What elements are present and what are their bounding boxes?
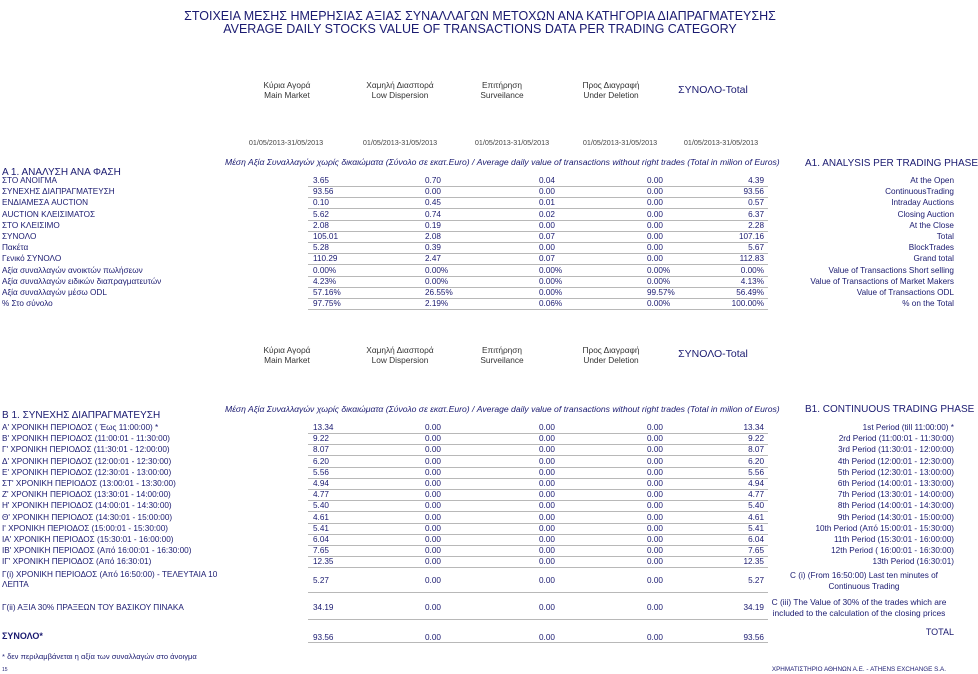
row-label-en: 10th Period (Από 15:00:01 - 15:30:00) bbox=[815, 523, 954, 533]
period-row bbox=[0, 433, 960, 444]
under-deletion-value: 0.00 bbox=[647, 535, 663, 544]
main-market-value: 6.04 bbox=[313, 535, 329, 544]
surveilance-value: 0.00% bbox=[539, 276, 563, 286]
period-row bbox=[0, 422, 960, 433]
main-market-value: 4.94 bbox=[313, 479, 329, 488]
period-row bbox=[0, 512, 960, 523]
main-market-value: 93.56 bbox=[313, 633, 334, 642]
total-value: 12.35 bbox=[743, 557, 764, 567]
main-market-value: 7.65 bbox=[313, 546, 329, 556]
period-row bbox=[0, 456, 960, 467]
under-deletion-value: 0.00 bbox=[647, 603, 663, 612]
phase-row bbox=[0, 265, 960, 276]
date-range: 01/05/2013-31/05/2013 bbox=[582, 138, 658, 147]
total-value: 93.56 bbox=[743, 187, 764, 197]
row-label: Αξία συναλλαγών ανοικτών πωλήσεων bbox=[2, 265, 143, 275]
under-deletion-value: 0.00 bbox=[647, 232, 663, 241]
surveilance-value: 0.00 bbox=[539, 467, 555, 477]
total-value: 4.39 bbox=[748, 176, 764, 185]
under-deletion-value: 0.00 bbox=[647, 243, 663, 253]
phase-row bbox=[0, 276, 960, 287]
phase-row bbox=[0, 186, 960, 197]
main-market-value: 13.34 bbox=[313, 423, 334, 432]
main-market-value: 4.77 bbox=[313, 490, 329, 500]
total-value: 5.40 bbox=[748, 501, 764, 511]
under-deletion-value: 99.57% bbox=[647, 288, 675, 297]
surveilance-value: 0.00 bbox=[539, 546, 555, 556]
period-row bbox=[0, 500, 960, 511]
row-label-en: At the Close bbox=[909, 220, 954, 230]
total-value: 9.22 bbox=[748, 434, 764, 444]
phase-row bbox=[0, 209, 960, 220]
main-market-value: 4.61 bbox=[313, 512, 329, 522]
row-label: Γ' ΧΡΟΝΙΚΗ ΠΕΡΙΟΔΟΣ (11:30:01 - 12:00:00) bbox=[2, 445, 170, 455]
footer-exchange: ΧΡΗΜΑΤΙΣΤΗΡΙΟ ΑΘΗΝΩΝ Α.Ε. - ATHENS EXCHANGE S.A. bbox=[771, 666, 946, 673]
low-dispersion-value: 0.00 bbox=[425, 535, 441, 544]
phase-row bbox=[0, 220, 960, 231]
under-deletion-value: 0.00 bbox=[647, 187, 663, 197]
row-label: Αξία συναλλαγών μέσω ODL bbox=[2, 288, 107, 297]
total-value: 13.34 bbox=[743, 423, 764, 432]
main-market-value: 105.01 bbox=[313, 232, 339, 241]
main-market-value: 5.27 bbox=[313, 576, 329, 585]
date-range: 01/05/2013-31/05/2013 bbox=[474, 138, 550, 147]
period-row bbox=[0, 467, 960, 478]
surveilance-value: 0.00 bbox=[539, 187, 555, 197]
total-value: 93.56 bbox=[743, 633, 764, 642]
col-header-total: ΣΥΝΟΛΟ-Total bbox=[678, 84, 748, 96]
total-value: 34.19 bbox=[743, 603, 764, 612]
total-value: 56.49% bbox=[736, 288, 764, 297]
low-dispersion-value: 0.00 bbox=[425, 445, 441, 455]
main-market-value: 57.16% bbox=[313, 288, 341, 297]
low-dispersion-value: 2.19% bbox=[425, 299, 449, 309]
total-value: 4.77 bbox=[748, 490, 764, 500]
low-dispersion-value: 0.00 bbox=[425, 456, 441, 466]
row-label-en: Value of Transactions of Market Makers bbox=[810, 276, 954, 286]
row-label-en: 4th Period (12:00:01 - 12:30:00) bbox=[837, 456, 954, 466]
under-deletion-value: 0.00 bbox=[647, 423, 663, 432]
total-value: 5.27 bbox=[748, 576, 764, 585]
col-header-surveilance: Επιτήρηση Surveilance bbox=[480, 80, 524, 100]
row-label-en: Intraday Auctions bbox=[891, 198, 954, 208]
row-divider bbox=[308, 309, 768, 310]
surveilance-value: 0.00 bbox=[539, 456, 555, 466]
main-market-value: 34.19 bbox=[313, 603, 334, 612]
total-value: 6.04 bbox=[748, 535, 764, 544]
surveilance-value: 0.00 bbox=[539, 576, 555, 585]
row-label-en: 13th Period (16:30:01) bbox=[872, 557, 954, 567]
row-label: Γενικό ΣΥΝΟΛΟ bbox=[2, 254, 62, 264]
phase-row bbox=[0, 287, 960, 298]
under-deletion-value: 0.00 bbox=[647, 198, 663, 208]
phase-row bbox=[0, 298, 960, 309]
row-label: ΣΥΝΕΧΗΣ ΔΙΑΠΡΑΓΜΑΤΕΥΣΗ bbox=[2, 187, 115, 197]
under-deletion-value: 0.00 bbox=[647, 633, 663, 642]
section-b-title: Β 1. ΣΥΝΕΧΗΣ ΔΙΑΠΡΑΓΜΑΤΕΥΣΗ bbox=[2, 410, 161, 421]
surveilance-value: 0.00 bbox=[539, 490, 555, 500]
col-header-under-deletion: Προς Διαγραφή Under Deletion bbox=[582, 345, 640, 365]
period-row bbox=[0, 523, 960, 534]
main-market-value: 2.08 bbox=[313, 220, 329, 230]
surveilance-value: 0.00 bbox=[539, 557, 555, 567]
total-value: 112.83 bbox=[739, 254, 764, 264]
main-market-value: 6.20 bbox=[313, 456, 329, 466]
under-deletion-value: 0.00% bbox=[647, 276, 671, 286]
section-a-title: Α 1. ΑΝΑΛΥΣΗ ΑΝΑ ΦΑΣΗ bbox=[2, 167, 121, 178]
low-dispersion-value: 0.00 bbox=[425, 467, 441, 477]
row-label: % Στο σύνολο bbox=[2, 299, 53, 309]
col-header-low-dispersion: Χαμηλή Διασπορά Low Dispersion bbox=[366, 345, 434, 365]
row-label-en: ContinuousTrading bbox=[885, 187, 954, 197]
surveilance-value: 0.06% bbox=[539, 299, 563, 309]
low-dispersion-value: 26.55% bbox=[425, 288, 453, 297]
date-range: 01/05/2013-31/05/2013 bbox=[683, 138, 759, 147]
under-deletion-value: 0.00 bbox=[647, 501, 663, 511]
row-label: Η' ΧΡΟΝΙΚΗ ΠΕΡΙΟΔΟΣ (14:00:01 - 14:30:00) bbox=[2, 501, 172, 511]
row-label-en: 5th Period (12:30:01 - 13:00:00) bbox=[837, 467, 954, 477]
under-deletion-value: 0.00 bbox=[647, 209, 663, 219]
under-deletion-value: 0.00 bbox=[647, 220, 663, 230]
low-dispersion-value: 2.47 bbox=[425, 254, 441, 264]
low-dispersion-value: 0.00 bbox=[425, 187, 441, 197]
main-market-value: 0.00% bbox=[313, 265, 337, 275]
low-dispersion-value: 0.00 bbox=[425, 423, 441, 432]
main-market-value: 0.10 bbox=[313, 198, 329, 208]
surveilance-value: 0.00 bbox=[539, 633, 555, 642]
main-market-value: 4.23% bbox=[313, 276, 337, 286]
main-market-value: 8.07 bbox=[313, 445, 329, 455]
row-label: AUCTION ΚΛΕΙΣΙΜΑΤΟΣ bbox=[2, 209, 96, 219]
row-divider bbox=[308, 567, 768, 568]
main-market-value: 9.22 bbox=[313, 434, 329, 444]
total-row bbox=[0, 627, 960, 642]
surveilance-value: 0.00% bbox=[539, 265, 563, 275]
main-market-value: 3.65 bbox=[313, 176, 329, 185]
row-label-en: 11th Period (15:30:01 - 16:00:00) bbox=[833, 535, 954, 544]
row-label: Γ(ii) ΑΞΙΑ 30% ΠΡΑΞΕΩΝ ΤΟΥ ΒΑΣΙΚΟΥ ΠΙΝΑΚΑ bbox=[2, 603, 184, 612]
period-row bbox=[0, 478, 960, 489]
low-dispersion-value: 0.00% bbox=[425, 265, 449, 275]
low-dispersion-value: 0.00% bbox=[425, 276, 449, 286]
surveilance-value: 0.00 bbox=[539, 501, 555, 511]
surveilance-value: 0.00% bbox=[539, 288, 563, 297]
row-label: ΣΥΝΟΛΟ bbox=[2, 232, 37, 241]
total-value: 7.65 bbox=[748, 546, 764, 556]
row-label-en: 3rd Period (11:30:01 - 12:00:00) bbox=[838, 445, 954, 455]
low-dispersion-value: 0.45 bbox=[425, 198, 441, 208]
surveilance-value: 0.07 bbox=[539, 232, 555, 241]
low-dispersion-value: 0.19 bbox=[425, 220, 441, 230]
surveilance-value: 0.00 bbox=[539, 603, 555, 612]
main-market-value: 97.75% bbox=[313, 299, 341, 309]
row-label: Θ' ΧΡΟΝΙΚΗ ΠΕΡΙΟΔΟΣ (14:30:01 - 15:00:00) bbox=[2, 512, 173, 522]
row-label: ΣΤΟ ΑΝΟΙΓΜΑ bbox=[2, 176, 57, 185]
low-dispersion-value: 0.00 bbox=[425, 603, 441, 612]
row-label-en: TOTAL bbox=[925, 627, 954, 637]
low-dispersion-value: 0.00 bbox=[425, 490, 441, 500]
under-deletion-value: 0.00 bbox=[647, 434, 663, 444]
date-range: 01/05/2013-31/05/2013 bbox=[248, 138, 324, 147]
row-label-en: 12th Period ( 16:00:01 - 16:30:00) bbox=[831, 546, 954, 556]
low-dispersion-value: 0.00 bbox=[425, 523, 441, 533]
under-deletion-value: 0.00 bbox=[647, 523, 663, 533]
total-value: 4.13% bbox=[740, 276, 764, 286]
main-market-value: 12.35 bbox=[313, 557, 334, 567]
under-deletion-value: 0.00 bbox=[647, 576, 663, 585]
period-row bbox=[0, 534, 960, 545]
footnote: * δεν περιλαμβάνεται η αξία των συναλλαγών στο άνοιγμα bbox=[2, 652, 197, 661]
row-label: ΙΒ' ΧΡΟΝΙΚΗ ΠΕΡΙΟΔΟΣ (Από 16:00:01 - 16:30:00) bbox=[2, 546, 192, 556]
under-deletion-value: 0.00 bbox=[647, 467, 663, 477]
surveilance-value: 0.00 bbox=[539, 535, 555, 544]
surveilance-value: 0.07 bbox=[539, 254, 555, 264]
subtitle-a: Μέση Αξία Συναλλαγών χωρίς δικαιώματα (Σύνολο σε εκατ.Euro) / Average daily value of transactions without right trades (Total in milion of Euros) bbox=[225, 157, 780, 167]
row-label-en: Value of Transactions Short selling bbox=[828, 265, 954, 275]
row-divider bbox=[308, 592, 768, 593]
under-deletion-value: 0.00 bbox=[647, 254, 663, 264]
surveilance-value: 0.00 bbox=[539, 220, 555, 230]
main-market-value: 5.40 bbox=[313, 501, 329, 511]
row-label-en: Closing Auction bbox=[897, 209, 954, 219]
period-row bbox=[0, 444, 960, 455]
surveilance-value: 0.01 bbox=[539, 198, 555, 208]
total-value: 100.00% bbox=[731, 299, 764, 309]
under-deletion-value: 0.00 bbox=[647, 445, 663, 455]
phase-row bbox=[0, 197, 960, 208]
period-row bbox=[0, 556, 960, 567]
col-header-main-market: Κύρια Αγορά Main Market bbox=[263, 80, 311, 100]
low-dispersion-value: 0.00 bbox=[425, 546, 441, 556]
under-deletion-value: 0.00% bbox=[647, 265, 671, 275]
low-dispersion-value: 0.74 bbox=[425, 209, 441, 219]
section-a-title-en: A1. ANALYSIS PER TRADING PHASE bbox=[805, 158, 978, 169]
row-label-en: C (iii) The Value of 30% of the trades which are included to the calculation of the closing prices bbox=[771, 597, 947, 618]
total-value: 5.67 bbox=[748, 243, 764, 253]
row-label: Δ' ΧΡΟΝΙΚΗ ΠΕΡΙΟΔΟΣ (12:00:01 - 12:30:00) bbox=[2, 456, 172, 466]
total-value: 5.56 bbox=[748, 467, 764, 477]
total-value: 107.16 bbox=[738, 232, 764, 241]
main-market-value: 93.56 bbox=[313, 187, 334, 197]
low-dispersion-value: 0.00 bbox=[425, 633, 441, 642]
surveilance-value: 0.00 bbox=[539, 243, 555, 253]
under-deletion-value: 0.00 bbox=[647, 456, 663, 466]
main-market-value: 110.29 bbox=[313, 254, 338, 264]
phase-row bbox=[0, 242, 960, 253]
date-range: 01/05/2013-31/05/2013 bbox=[362, 138, 438, 147]
main-market-value: 5.56 bbox=[313, 467, 329, 477]
row-label: ΕΝΔΙΑΜΕΣΑ AUCTION bbox=[2, 198, 89, 208]
row-label: ΣΥΝΟΛΟ* bbox=[2, 631, 43, 641]
low-dispersion-value: 2.08 bbox=[425, 232, 441, 241]
col-header-low-dispersion: Χαμηλή Διασπορά Low Dispersion bbox=[366, 80, 434, 100]
total-value: 6.37 bbox=[748, 209, 764, 219]
row-label: Ε' ΧΡΟΝΙΚΗ ΠΕΡΙΟΔΟΣ (12:30:01 - 13:00:00) bbox=[2, 467, 172, 477]
surveilance-value: 0.00 bbox=[539, 445, 555, 455]
row-label-en: % on the Total bbox=[902, 299, 954, 309]
row-label-en: Grand total bbox=[913, 254, 954, 264]
low-dispersion-value: 0.70 bbox=[425, 176, 441, 185]
under-deletion-value: 0.00% bbox=[647, 299, 671, 309]
total-value: 0.57 bbox=[748, 198, 764, 208]
low-dispersion-value: 0.39 bbox=[425, 243, 441, 253]
row-label-en: 8th Period (14:00:01 - 14:30:00) bbox=[837, 501, 954, 511]
total-value: 5.41 bbox=[748, 523, 764, 533]
row-label-en: Total bbox=[936, 232, 954, 241]
report-title-english: AVERAGE DAILY STOCKS VALUE OF TRANSACTIONS DATA PER TRADING CATEGORY bbox=[223, 22, 737, 36]
low-dispersion-value: 0.00 bbox=[425, 576, 441, 585]
main-market-value: 5.28 bbox=[313, 243, 329, 253]
total-value: 4.61 bbox=[748, 512, 764, 522]
row-label: ΣΤ' ΧΡΟΝΙΚΗ ΠΕΡΙΟΔΟΣ (13:00:01 - 13:30:00) bbox=[2, 479, 176, 488]
row-label-en: 2rd Period (11:00:01 - 11:30:00) bbox=[838, 434, 954, 444]
period-row bbox=[0, 545, 960, 556]
row-label-en: 6th Period (14:00:01 - 13:30:00) bbox=[837, 479, 954, 488]
under-deletion-value: 0.00 bbox=[647, 557, 663, 567]
low-dispersion-value: 0.00 bbox=[425, 479, 441, 488]
row-label: ΙΓ' ΧΡΟΝΙΚΗ ΠΕΡΙΟΔΟΣ (Από 16:30:01) bbox=[2, 557, 152, 567]
low-dispersion-value: 0.00 bbox=[425, 557, 441, 567]
section-b-title-en: B1. CONTINUOUS TRADING PHASE bbox=[805, 404, 975, 415]
main-market-value: 5.41 bbox=[313, 523, 329, 533]
surveilance-value: 0.02 bbox=[539, 209, 555, 219]
surveilance-value: 0.00 bbox=[539, 523, 555, 533]
low-dispersion-value: 0.00 bbox=[425, 512, 441, 522]
row-divider bbox=[308, 642, 768, 643]
phase-row bbox=[0, 253, 960, 264]
phase-row bbox=[0, 175, 960, 186]
under-deletion-value: 0.00 bbox=[647, 512, 663, 522]
low-dispersion-value: 0.00 bbox=[425, 434, 441, 444]
col-header-main-market: Κύρια Αγορά Main Market bbox=[263, 345, 311, 365]
total-value: 6.20 bbox=[748, 456, 764, 466]
row-label: Ι' ΧΡΟΝΙΚΗ ΠΕΡΙΟΔΟΣ (15:00:01 - 15:30:00) bbox=[2, 523, 169, 533]
row-label: Γ(i) ΧΡΟΝΙΚΗ ΠΕΡΙΟΔΟΣ (Από 16:50:00) - ΤΕΛΕΥΤΑΙΑ 10 ΛΕΠΤΑ bbox=[2, 570, 218, 589]
col-header-total: ΣΥΝΟΛΟ-Total bbox=[678, 348, 748, 360]
row-label: Α' ΧΡΟΝΙΚΗ ΠΕΡΙΟΔΟΣ ( Έως 11:00:00) * bbox=[2, 423, 159, 432]
period-row bbox=[0, 489, 960, 500]
main-market-value: 5.62 bbox=[313, 209, 329, 219]
under-deletion-value: 0.00 bbox=[647, 479, 663, 488]
row-label-en: BlockTrades bbox=[908, 243, 954, 253]
row-label: ΙΑ' ΧΡΟΝΙΚΗ ΠΕΡΙΟΔΟΣ (15:30:01 - 16:00:00) bbox=[2, 535, 174, 544]
row-label: ΣΤΟ ΚΛΕΙΣΙΜΟ bbox=[2, 220, 60, 230]
surveilance-value: 0.04 bbox=[539, 176, 555, 185]
row-label-en: C (i) (From 16:50:00) Last ten minutes of Continuous Trading bbox=[790, 571, 938, 591]
under-deletion-value: 0.00 bbox=[647, 490, 663, 500]
low-dispersion-value: 0.00 bbox=[425, 501, 441, 511]
phase-row bbox=[0, 231, 960, 242]
surveilance-value: 0.00 bbox=[539, 434, 555, 444]
col-header-surveilance: Επιτήρηση Surveilance bbox=[480, 345, 524, 365]
row-label-en: 9th Period (14:30:01 - 15:00:00) bbox=[837, 512, 954, 522]
surveilance-value: 0.00 bbox=[539, 479, 555, 488]
total-value: 8.07 bbox=[748, 445, 764, 455]
row-label-en: Value of Transactions ODL bbox=[856, 288, 954, 297]
under-deletion-value: 0.00 bbox=[647, 546, 663, 556]
col-header-under-deletion: Προς Διαγραφή Under Deletion bbox=[582, 80, 640, 100]
subtitle-b: Μέση Αξία Συναλλαγών χωρίς δικαιώματα (Σύνολο σε εκατ.Euro) / Average daily value of transactions without right trades (Total in milion of Euros) bbox=[225, 404, 780, 414]
row-label-en: At the Open bbox=[910, 176, 954, 185]
surveilance-value: 0.00 bbox=[539, 512, 555, 522]
total-value: 4.94 bbox=[748, 479, 764, 488]
row-divider bbox=[308, 619, 768, 620]
page-number: 15 bbox=[2, 667, 8, 673]
surveilance-value: 0.00 bbox=[539, 423, 555, 432]
under-deletion-value: 0.00 bbox=[647, 176, 663, 185]
last-ten-minutes-row bbox=[0, 570, 960, 592]
row-label-en: 1st Period (till 11:00:00) * bbox=[862, 423, 954, 432]
row-label: Αξία συναλλαγών ειδικών διαπραγματευτών bbox=[2, 276, 162, 286]
row-label: Πακέτα bbox=[2, 243, 29, 253]
row-label-en: 7th Period (13:30:01 - 14:00:00) bbox=[837, 490, 954, 500]
report-title-greek: ΣΤΟΙΧΕΙΑ ΜΕΣΗΣ ΗΜΕΡΗΣΙΑΣ ΑΞΙΑΣ ΣΥΝΑΛΛΑΓΩΝ ΜΕΤΟΧΩΝ ΑΝΑ ΚΑΤΗΓΟΡΙΑ ΔΙΑΠΡΑΓΜΑΤΕΥΣΗΣ bbox=[184, 9, 776, 23]
total-value: 0.00% bbox=[740, 265, 764, 275]
row-label: Ζ' ΧΡΟΝΙΚΗ ΠΕΡΙΟΔΟΣ (13:30:01 - 14:00:00) bbox=[2, 490, 171, 500]
row-label: Β' ΧΡΟΝΙΚΗ ΠΕΡΙΟΔΟΣ (11:00:01 - 11:30:00) bbox=[2, 434, 170, 444]
total-value: 2.28 bbox=[748, 220, 764, 230]
closing-price-trades-row bbox=[0, 597, 960, 619]
